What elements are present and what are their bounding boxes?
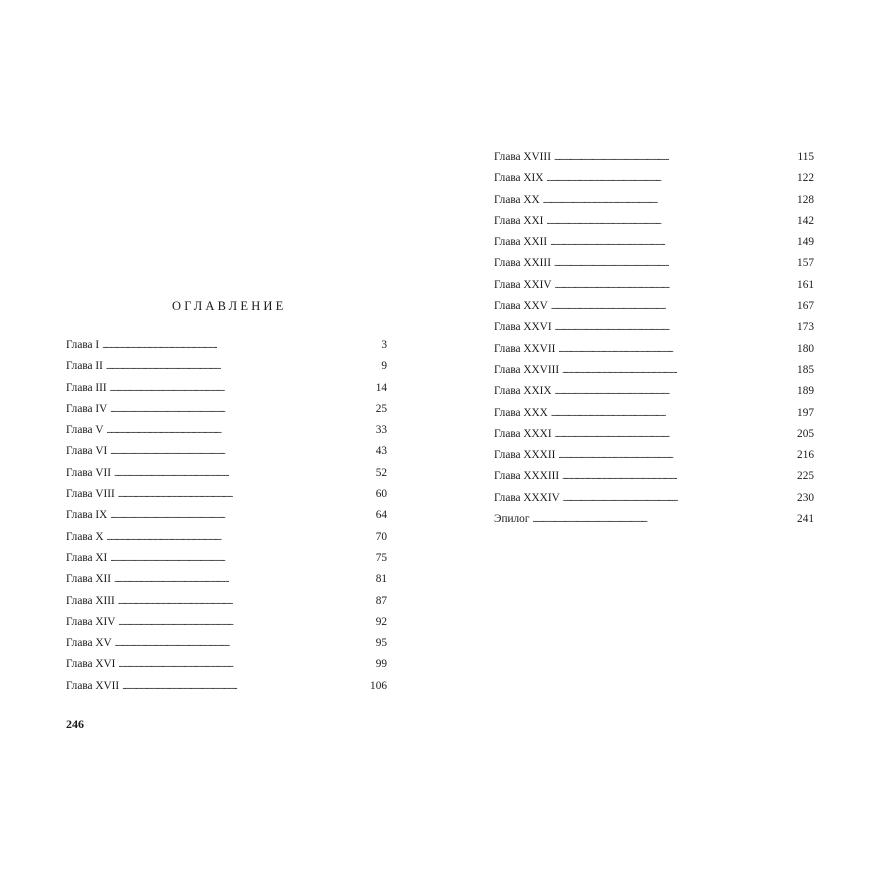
toc-entry-label: Глава XXVIII — [494, 363, 560, 376]
toc-entry — [66, 488, 387, 509]
toc-entry — [494, 279, 814, 300]
toc-entry — [66, 552, 387, 573]
toc-dot-leader — [118, 489, 355, 499]
toc-dot-leader — [558, 450, 782, 460]
toc-dot-leader — [114, 468, 355, 478]
toc-entry-label: Глава VI — [66, 445, 108, 458]
toc-entry-label: Глава XXII — [494, 236, 548, 249]
toc-dot-leader — [110, 446, 355, 456]
toc-dot-leader — [110, 510, 355, 520]
toc-entry-page: 122 — [797, 172, 814, 185]
toc-entry-page: 180 — [797, 342, 814, 355]
toc-entry-page: 99 — [375, 658, 387, 671]
toc-entry-page: 92 — [375, 615, 387, 628]
toc-entry — [66, 680, 387, 701]
toc-entry — [494, 492, 814, 513]
toc-entry-label: Глава XXVII — [494, 342, 556, 355]
toc-entry-label: Глава XXV — [494, 300, 548, 313]
toc-dot-leader — [555, 322, 782, 332]
toc-entry-page: 25 — [375, 402, 387, 415]
toc-entry-label: Глава XXIX — [494, 385, 552, 398]
toc-entry-page: 205 — [797, 427, 814, 440]
toc-entry-label: Глава X — [66, 530, 104, 543]
toc-entry — [494, 194, 814, 215]
toc-entry — [494, 257, 814, 278]
toc-entry — [494, 300, 814, 321]
toc-entry-label: Глава XIII — [66, 594, 115, 607]
toc-dot-leader — [118, 596, 355, 606]
toc-dot-leader — [532, 514, 782, 524]
toc-entry-page: 189 — [797, 385, 814, 398]
toc-dot-leader — [562, 471, 782, 481]
toc-entry-label: Глава XXI — [494, 214, 544, 227]
toc-entry-page: 81 — [375, 573, 387, 586]
toc-entry-page: 161 — [797, 278, 814, 291]
toc-entry-label: Глава IV — [66, 402, 108, 415]
toc-entry-page: 87 — [375, 594, 387, 607]
toc-entry — [66, 424, 387, 445]
toc-dot-leader — [106, 361, 355, 371]
toc-dot-leader — [558, 344, 782, 354]
toc-entry — [66, 595, 387, 616]
toc-entry — [66, 403, 387, 424]
toc-entry-page: 3 — [381, 339, 387, 351]
toc-dot-leader — [110, 383, 355, 393]
toc-entry-label: Глава XIV — [66, 615, 116, 628]
toc-entry-label: Глава XXXIII — [494, 470, 560, 483]
toc-dot-leader — [102, 340, 355, 350]
toc-entry-label: Глава II — [66, 360, 103, 373]
toc-dot-leader — [563, 493, 782, 503]
toc-entry-page: 197 — [797, 406, 814, 419]
toc-dot-leader — [107, 425, 355, 435]
toc-entry-label: Глава XXXI — [494, 427, 552, 440]
toc-entry — [494, 215, 814, 236]
toc-dot-leader — [110, 404, 355, 414]
toc-entry-page: 95 — [375, 637, 387, 650]
toc-entry-label: Глава XXIV — [494, 278, 552, 291]
toc-entry-page: 14 — [375, 381, 387, 394]
toc-entry-label: Глава V — [66, 424, 104, 437]
toc-dot-leader — [543, 195, 782, 205]
toc-entry-page: 75 — [375, 551, 387, 564]
toc-dot-leader — [546, 173, 782, 183]
toc-entry-label: Глава VII — [66, 466, 112, 479]
toc-entry-page: 173 — [797, 321, 814, 334]
toc-list-left — [66, 339, 387, 701]
toc-entry-label: Глава IX — [66, 509, 108, 522]
toc-entry — [494, 428, 814, 449]
toc-entry-page: 52 — [375, 466, 387, 479]
toc-entry-label: Глава VIII — [66, 488, 115, 501]
toc-entry — [66, 445, 387, 466]
toc-dot-leader — [110, 553, 355, 563]
toc-entry — [494, 407, 814, 428]
toc-entry-label: Глава XXVI — [494, 321, 552, 334]
toc-dot-leader — [562, 365, 782, 375]
toc-entry — [66, 637, 387, 658]
toc-entry-label: Глава XV — [66, 637, 112, 650]
toc-entry-page: 142 — [797, 214, 814, 227]
toc-entry-page: 225 — [797, 470, 814, 483]
toc-entry-label: Эпилог — [494, 513, 530, 526]
toc-dot-leader — [555, 429, 782, 439]
toc-entry — [494, 364, 814, 385]
toc-entry — [494, 321, 814, 342]
toc-entry-page: 33 — [375, 424, 387, 437]
toc-entry — [66, 509, 387, 530]
toc-list-right — [494, 151, 814, 534]
toc-dot-leader — [118, 659, 355, 669]
toc-entry-label: Глава I — [66, 339, 100, 351]
toc-entry-page: 9 — [381, 360, 387, 373]
toc-entry — [494, 343, 814, 364]
toc-entry-page: 128 — [797, 193, 814, 206]
toc-dot-leader — [554, 258, 782, 268]
toc-entry-page: 60 — [375, 488, 387, 501]
toc-entry — [66, 360, 387, 381]
toc-dot-leader — [550, 237, 782, 247]
toc-entry — [66, 382, 387, 403]
toc-entry — [494, 513, 814, 534]
toc-dot-leader — [115, 638, 355, 648]
toc-entry — [66, 339, 387, 360]
toc-entry — [66, 467, 387, 488]
toc-entry-label: Глава XXIII — [494, 257, 551, 270]
toc-entry-label: Глава XVI — [66, 658, 116, 671]
toc-entry-page: 157 — [797, 257, 814, 270]
toc-entry-page: 70 — [375, 530, 387, 543]
toc-entry — [494, 470, 814, 491]
toc-dot-leader — [114, 574, 355, 584]
toc-entry-page: 230 — [797, 491, 814, 504]
toc-entry-page: 43 — [375, 445, 387, 458]
toc-entry-label: Глава XX — [494, 193, 540, 206]
toc-entry-label: Глава XXX — [494, 406, 548, 419]
toc-entry-page: 216 — [797, 449, 814, 462]
toc-entry-page: 149 — [797, 236, 814, 249]
toc-entry — [494, 151, 814, 172]
toc-dot-leader — [555, 280, 782, 290]
toc-entry-page: 64 — [375, 509, 387, 522]
toc-entry-label: Глава XVIII — [494, 151, 551, 163]
toc-entry-page: 167 — [797, 300, 814, 313]
toc-entry — [66, 658, 387, 679]
toc-entry-label: Глава XI — [66, 551, 108, 564]
toc-dot-leader — [551, 408, 782, 418]
page-number: 246 — [66, 717, 84, 731]
toc-entry — [494, 236, 814, 257]
toc-entry-label: Глава XII — [66, 573, 112, 586]
toc-entry-label: Глава XVII — [66, 679, 120, 692]
toc-entry — [494, 172, 814, 193]
toc-dot-leader — [546, 216, 782, 226]
toc-entry — [66, 616, 387, 637]
toc-entry — [66, 531, 387, 552]
toc-dot-leader — [122, 681, 355, 691]
toc-dot-leader — [551, 301, 782, 311]
page-title: ОГЛАВЛЕНИЕ — [172, 299, 287, 314]
toc-entry-label: Глава XXXII — [494, 449, 556, 462]
toc-dot-leader — [555, 386, 782, 396]
toc-entry-page: 185 — [797, 363, 814, 376]
toc-entry-page: 115 — [797, 151, 814, 163]
toc-entry — [494, 449, 814, 470]
toc-dot-leader — [554, 152, 782, 162]
toc-entry-page: 106 — [370, 679, 387, 692]
toc-entry-page: 241 — [797, 513, 814, 526]
toc-dot-leader — [107, 532, 355, 542]
right-page — [440, 0, 880, 880]
toc-entry-label: Глава XXXIV — [494, 491, 560, 504]
toc-dot-leader — [118, 617, 355, 627]
toc-entry — [494, 385, 814, 406]
toc-entry-label: Глава III — [66, 381, 107, 394]
toc-entry — [66, 573, 387, 594]
toc-entry-label: Глава XIX — [494, 172, 544, 185]
